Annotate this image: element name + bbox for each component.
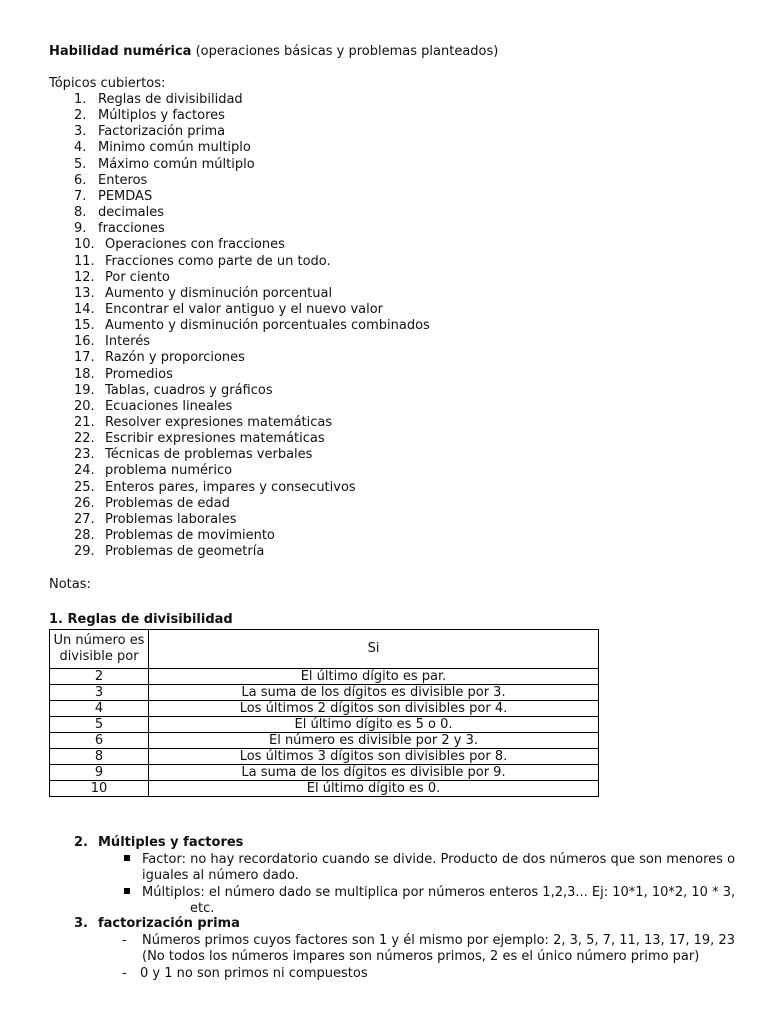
list-item	[74, 157, 255, 173]
list-item	[74, 463, 232, 479]
topic-label: Problemas de edad	[105, 495, 230, 511]
topic-number: 1.	[74, 92, 87, 107]
list-item	[74, 383, 273, 399]
list-item	[74, 544, 264, 560]
bullet2-line2: etc.	[190, 901, 215, 916]
topic-number: 15.	[74, 318, 95, 334]
bullet1-line1: Factor: no hay recordatorio cuando se divide. Producto de dos números que son menores o	[142, 852, 736, 867]
topic-label: Por ciento	[105, 269, 170, 285]
topic-number: 23.	[74, 447, 95, 463]
table-row	[50, 685, 599, 701]
list-item	[74, 318, 430, 334]
section3-heading	[74, 916, 240, 931]
topic-number: 17.	[74, 350, 95, 366]
topic-label: Reglas de divisibilidad	[98, 92, 243, 107]
list-item	[74, 447, 312, 463]
topic-number: 19.	[74, 382, 95, 398]
topic-number: 21.	[74, 415, 95, 430]
table-row	[50, 701, 599, 717]
topic-label: Interés	[105, 334, 150, 350]
table-row	[50, 749, 599, 765]
topic-label: Razón y proporciones	[105, 350, 245, 366]
section2-number: 2.	[74, 835, 88, 850]
bullet-square-icon	[124, 888, 130, 894]
table-row	[50, 669, 599, 685]
divisor-cell: 5	[50, 717, 149, 733]
topic-label: Resolver expresiones matemáticas	[105, 415, 333, 430]
topic-label: fracciones	[98, 221, 165, 237]
dash-marker: -	[122, 966, 127, 981]
topic-label: Factorización prima	[98, 124, 226, 140]
list-item	[74, 512, 237, 528]
rule-cell: La suma de los dígitos es divisible por 3.	[149, 685, 599, 701]
divisor-cell: 2	[50, 669, 149, 685]
topic-number: 14.	[74, 301, 95, 317]
list-item	[74, 302, 383, 318]
topic-number: 4.	[74, 140, 87, 156]
topic-label: Escribir expresiones matemáticas	[105, 431, 325, 447]
list-item	[74, 173, 147, 189]
list-item	[124, 885, 130, 902]
list-item	[74, 334, 150, 350]
topic-label: Operaciones con fracciones	[105, 237, 285, 253]
topic-number: 28.	[74, 528, 95, 544]
list-item	[74, 480, 356, 496]
topic-label: Promedios	[105, 366, 173, 382]
list-item	[74, 124, 225, 140]
table-row	[50, 733, 599, 749]
title-bold: Habilidad numérica	[49, 44, 192, 59]
topic-number: 29.	[74, 544, 95, 560]
topic-label: Problemas de movimiento	[105, 528, 275, 544]
notes-label: Notas:	[49, 577, 91, 592]
topic-label: Aumento y disminución porcentual	[105, 285, 333, 301]
topic-number: 12.	[74, 269, 95, 285]
divisor-cell: 8	[50, 749, 149, 765]
section3-title: factorización prima	[98, 916, 240, 931]
rule-cell: El último dígito es 5 o 0.	[149, 717, 599, 733]
topic-number: 18.	[74, 366, 95, 382]
list-item	[124, 852, 130, 869]
list-item	[74, 415, 332, 431]
topic-label: Encontrar el valor antiguo y el nuevo valor	[105, 301, 384, 317]
section2-heading	[74, 835, 243, 850]
topic-label: Enteros pares, impares y consecutivos	[105, 479, 356, 495]
bullet1-line2: iguales al número dado.	[142, 868, 299, 883]
topic-label: Problemas de geometría	[105, 544, 265, 560]
topic-number: 27.	[74, 511, 95, 527]
topic-number: 13.	[74, 285, 95, 301]
divisibility-table	[49, 629, 599, 797]
table-header-condition: Si	[149, 630, 599, 669]
topic-number: 22.	[74, 431, 95, 447]
topics-heading: Tópicos cubiertos:	[49, 76, 166, 91]
topic-label: Ecuaciones lineales	[105, 398, 233, 414]
list-item	[74, 237, 285, 253]
topic-label: Minimo común multiplo	[98, 140, 251, 156]
topic-number: 8.	[74, 205, 87, 221]
topic-label: PEMDAS	[98, 188, 153, 204]
document-title	[49, 44, 498, 59]
bullet-square-icon	[124, 855, 130, 861]
list-item	[74, 92, 243, 108]
topic-label: Máximo común múltiplo	[98, 156, 255, 172]
section3-item1-line1: Números primos cuyos factores son 1 y él mismo por ejemplo: 2, 3, 5, 7, 11, 13, 17, 19, 23	[142, 933, 735, 948]
dash-marker: -	[122, 933, 127, 948]
table-row	[50, 781, 599, 797]
topic-number: 20.	[74, 398, 95, 414]
title-rest: (operaciones básicas y problemas planteados)	[191, 44, 499, 59]
section3-item1-line2: (No todos los números impares son números primos, 2 es el único número primo par)	[142, 949, 700, 964]
bullet2-line1: Múltiplos: el número dado se multiplica por números enteros 1,2,3... Ej: 10*1, 10*2, 10 * 3,	[142, 885, 736, 900]
topic-label: Enteros	[98, 172, 148, 188]
list-item	[74, 528, 275, 544]
list-item	[74, 140, 251, 156]
topic-number: 9.	[74, 221, 87, 237]
table-header-row	[50, 630, 599, 669]
section2-title: Múltiples y factores	[98, 835, 244, 850]
rule-cell: La suma de los dígitos es divisible por 9.	[149, 765, 599, 781]
list-item	[74, 254, 331, 270]
section3-item2: 0 y 1 no son primos ni compuestos	[140, 966, 368, 981]
topic-number: 6.	[74, 172, 87, 188]
rule-cell: El último dígito es 0.	[149, 781, 599, 797]
list-item	[74, 367, 173, 383]
list-item	[74, 350, 245, 366]
topic-label: Aumento y disminución porcentuales combinados	[105, 318, 430, 334]
topic-number: 7.	[74, 188, 87, 204]
topic-number: 3.	[74, 124, 87, 140]
topic-number: 11.	[74, 253, 95, 269]
divisor-cell: 4	[50, 701, 149, 717]
topic-number: 2.	[74, 108, 87, 124]
list-item	[74, 399, 232, 415]
rule-cell: Los últimos 2 dígitos son divisibles por 4.	[149, 701, 599, 717]
table-header-divisor: Un número es divisible por	[50, 630, 149, 669]
topic-label: Tablas, cuadros y gráficos	[105, 382, 273, 398]
divisor-cell: 9	[50, 765, 149, 781]
section1-heading: 1. Reglas de divisibilidad	[49, 612, 233, 627]
divisor-cell: 3	[50, 685, 149, 701]
list-item	[74, 205, 164, 221]
topic-number: 26.	[74, 495, 95, 511]
divisor-cell: 6	[50, 733, 149, 749]
topic-label: Problemas laborales	[105, 511, 237, 527]
rule-cell: Los últimos 3 dígitos son divisibles por 8.	[149, 749, 599, 765]
topic-label: Múltiplos y factores	[98, 108, 225, 124]
topic-number: 25.	[74, 479, 95, 495]
list-item	[74, 221, 165, 237]
list-item	[74, 496, 230, 512]
rule-cell: El número es divisible por 2 y 3.	[149, 733, 599, 749]
list-item	[74, 431, 325, 447]
list-item	[74, 270, 170, 286]
topic-label: problema numérico	[105, 463, 233, 479]
section3-number: 3.	[74, 916, 88, 931]
table-row	[50, 717, 599, 733]
topic-number: 10.	[74, 237, 95, 253]
divisor-cell: 10	[50, 781, 149, 797]
list-item	[74, 286, 332, 302]
topic-number: 5.	[74, 156, 87, 172]
rule-cell: El último dígito es par.	[149, 669, 599, 685]
topic-number: 24.	[74, 463, 95, 479]
topic-label: Técnicas de problemas verbales	[105, 447, 313, 463]
topic-label: Fracciones como parte de un todo.	[105, 253, 331, 269]
list-item	[74, 189, 152, 205]
table-row	[50, 765, 599, 781]
topic-number: 16.	[74, 334, 95, 350]
list-item	[74, 108, 225, 124]
topic-label: decimales	[98, 205, 165, 221]
